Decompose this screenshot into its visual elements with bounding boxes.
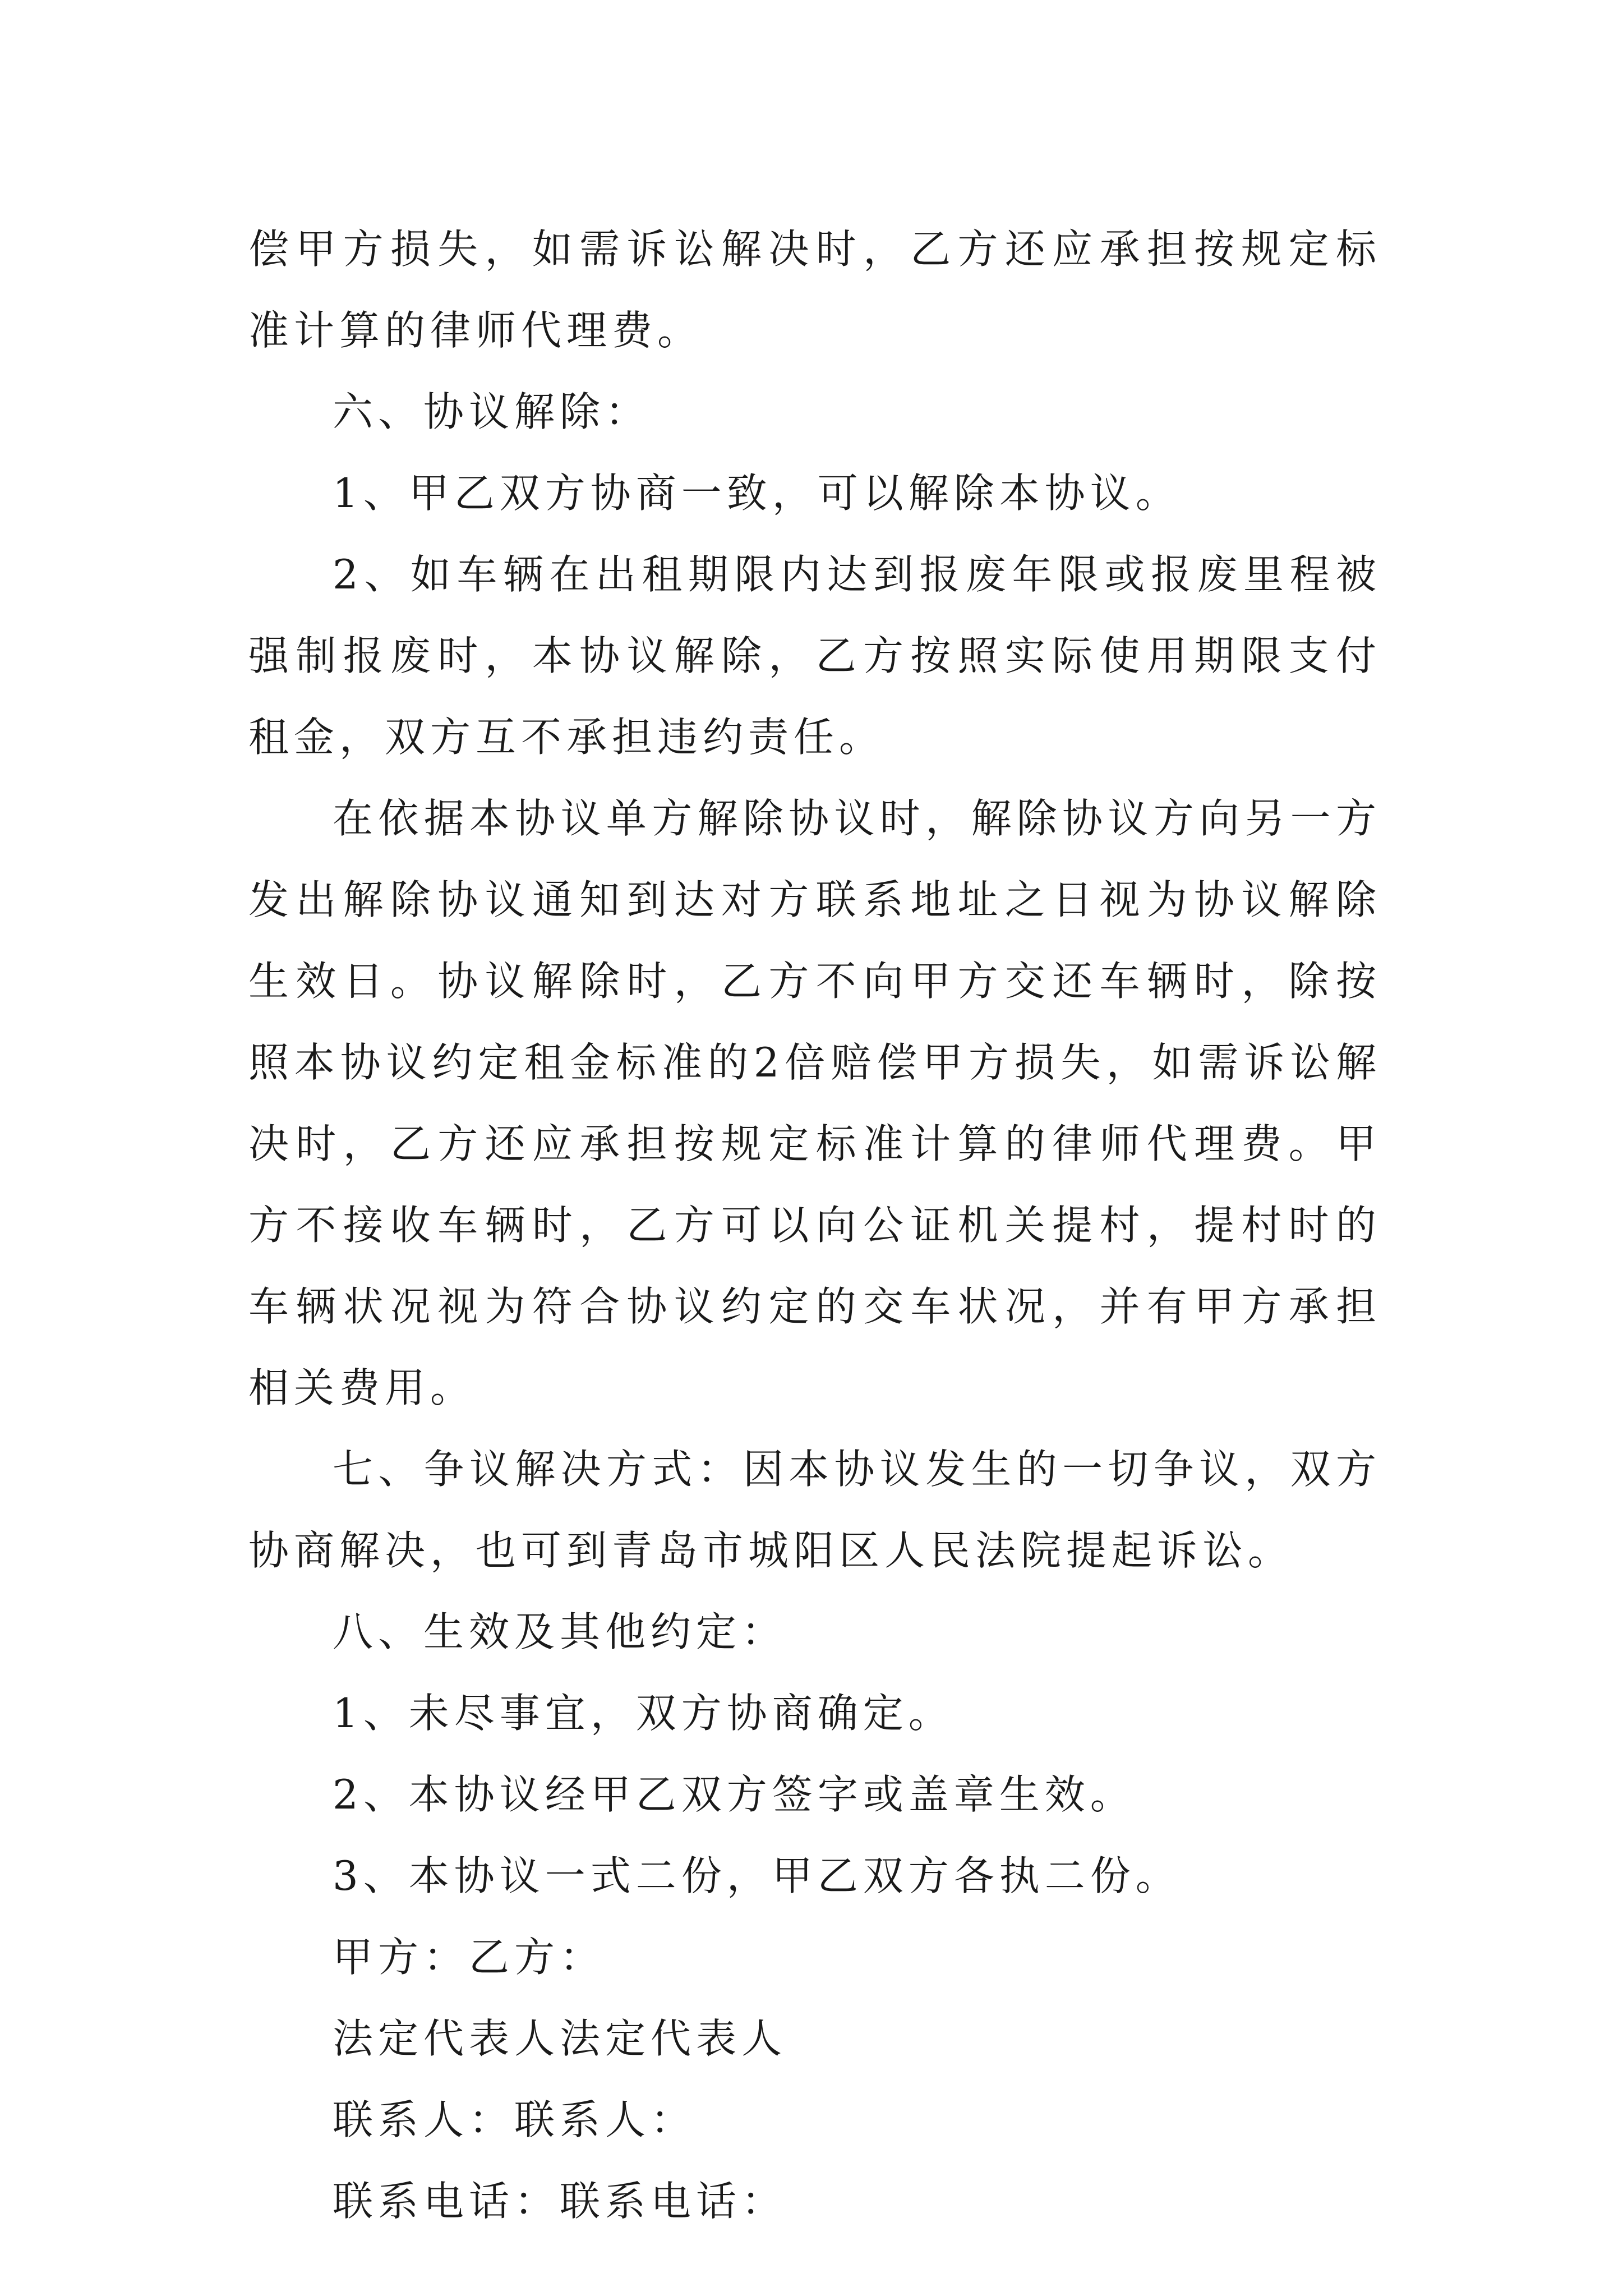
paragraph-continuation: 偿甲方损失，如需诉讼解决时，乙方还应承担按规定标准计算的律师代理费。 xyxy=(248,226,1381,354)
clause-8-2: 2、本协议经甲乙双方签字或盖章生效。 xyxy=(333,1771,1136,1818)
signature-legal-representative: 法定代表人法定代表人 xyxy=(333,2015,787,2062)
signature-parties: 甲方：乙方： xyxy=(333,1934,606,1981)
clause-6-2: 2、如车辆在出租期限内达到报废年限或报废里程被强制报废时，本协议解除，乙方按照实际使用期限支付租金，双方互不承担违约责任。 xyxy=(248,551,1381,761)
signature-contact-person: 联系人：联系人： xyxy=(333,2096,697,2143)
clause-8-3: 3、本协议一式二份，甲乙双方各执二份。 xyxy=(333,1852,1181,1899)
section-heading-effectiveness: 八、生效及其他约定： xyxy=(333,1608,787,1655)
clause-8-1: 1、未尽事宜，双方协商确定。 xyxy=(333,1690,954,1737)
section-dispute-resolution: 七、争议解决方式：因本协议发生的一切争议，双方协商解决，也可到青岛市城阳区人民法院提起诉讼。 xyxy=(248,1446,1381,1574)
clause-6-1: 1、甲乙双方协商一致，可以解除本协议。 xyxy=(333,470,1181,517)
document-body xyxy=(248,209,1381,2242)
section-heading-termination: 六、协议解除： xyxy=(333,388,651,435)
clause-unilateral-termination: 在依据本协议单方解除协议时，解除协议方向另一方发出解除协议通知到达对方联系地址之日视为协议解除生效日。协议解除时，乙方不向甲方交还车辆时，除按照本协议约定租金标准的2倍赔偿甲方损失，如需诉讼解决时，乙方还应承担按规定标准计算的律师代理费。甲方不接收车辆时，乙方可以向公证机关提村，提村时的车辆状况视为符合协议约定的交车状况，并有甲方承担相关费用。 xyxy=(248,795,1381,1411)
signature-contact-phone: 联系电话：联系电话： xyxy=(333,2178,787,2225)
